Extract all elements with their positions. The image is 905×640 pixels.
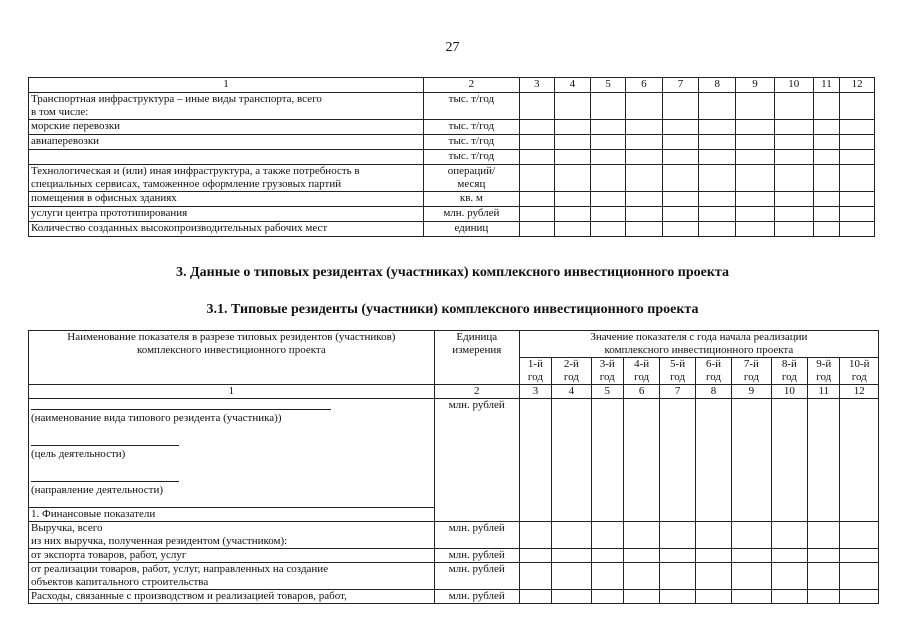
unit-cell: тыс. т/год — [423, 135, 519, 150]
table-row — [29, 120, 875, 135]
column-number: 6 — [623, 385, 659, 399]
column-number: 4 — [554, 78, 591, 93]
activity-goal-label: (цель деятельности) — [31, 448, 126, 460]
column-number: 10 — [771, 385, 807, 399]
value-cell — [695, 563, 731, 590]
unit-cell: млн. рублей — [434, 563, 519, 590]
value-cell — [519, 135, 554, 150]
value-cell — [732, 563, 771, 590]
activity-direction-label: (направление деятельности) — [31, 484, 164, 496]
value-cell — [623, 590, 659, 604]
value-cell — [660, 590, 695, 604]
resident-description-cell — [29, 399, 435, 508]
value-cell — [732, 522, 771, 549]
unit-cell: млн. рублей — [434, 590, 519, 604]
indicator-name: от реализации товаров, работ, услуг, направленных на создание объектов капитального строительства — [29, 563, 435, 590]
value-cell — [840, 150, 875, 165]
value-cell — [552, 590, 591, 604]
table-row — [29, 192, 875, 207]
value-cell — [736, 120, 775, 135]
value-cell — [552, 563, 591, 590]
value-cell — [840, 222, 875, 237]
value-cell — [695, 549, 731, 563]
value-cell — [813, 135, 840, 150]
year-header: 5-й год — [660, 358, 695, 385]
unit-header: Единица измерения — [434, 331, 519, 385]
value-cell — [840, 120, 875, 135]
value-cell — [662, 135, 699, 150]
value-cell — [699, 150, 736, 165]
indicator-name: Выручка, всего из них выручка, полученная резидентом (участником): — [29, 522, 435, 549]
value-cell — [813, 93, 840, 120]
value-cell — [695, 590, 731, 604]
value-cell — [552, 399, 591, 522]
value-cell — [813, 120, 840, 135]
value-cell — [699, 120, 736, 135]
value-cell — [662, 93, 699, 120]
unit-cell: млн. рублей — [434, 549, 519, 563]
value-cell — [774, 165, 813, 192]
value-cell — [623, 399, 659, 522]
unit-cell: тыс. т/год — [423, 93, 519, 120]
value-cell — [699, 135, 736, 150]
column-number: 5 — [591, 385, 623, 399]
fill-in-line — [31, 435, 179, 446]
indicator-name: авиаперевозки — [29, 135, 424, 150]
value-cell — [660, 522, 695, 549]
value-cell — [625, 192, 662, 207]
header-row — [29, 331, 879, 358]
value-cell — [519, 120, 554, 135]
value-cell — [519, 93, 554, 120]
value-cell — [840, 522, 879, 549]
value-cell — [660, 399, 695, 522]
value-header: Значение показателя с года начала реализации комплексного инвестиционного проекта — [519, 331, 878, 358]
unit-cell: млн. рублей — [434, 522, 519, 549]
value-cell — [736, 150, 775, 165]
table-row — [29, 207, 875, 222]
value-cell — [623, 549, 659, 563]
column-number: 7 — [660, 385, 695, 399]
value-cell — [591, 222, 626, 237]
section-3-1-heading: 3.1. Типовые резиденты (участники) комплексного инвестиционного проекта — [206, 302, 699, 317]
value-cell — [554, 222, 591, 237]
value-cell — [695, 522, 731, 549]
value-cell — [625, 222, 662, 237]
value-cell — [591, 120, 626, 135]
unit-cell: тыс. т/год — [423, 150, 519, 165]
value-cell — [623, 522, 659, 549]
column-number: 5 — [591, 78, 626, 93]
column-number: 3 — [519, 385, 551, 399]
column-number: 2 — [423, 78, 519, 93]
fill-in-line — [31, 471, 179, 482]
value-cell — [840, 590, 879, 604]
indicator-name — [29, 150, 424, 165]
value-cell — [625, 135, 662, 150]
year-header: 6-й год — [695, 358, 731, 385]
page-number: 27 — [445, 40, 460, 55]
column-number: 2 — [434, 385, 519, 399]
value-cell — [840, 135, 875, 150]
indicator-name: морские перевозки — [29, 120, 424, 135]
table-row — [29, 590, 879, 604]
column-number: 11 — [808, 385, 840, 399]
value-cell — [554, 192, 591, 207]
table-header-row — [29, 78, 875, 93]
table-row — [29, 165, 875, 192]
indicator-name: Транспортная инфраструктура – иные виды транспорта, всего в том числе: — [29, 93, 424, 120]
year-header: 3-й год — [591, 358, 623, 385]
value-cell — [736, 93, 775, 120]
unit-cell: млн. рублей — [423, 207, 519, 222]
value-cell — [554, 93, 591, 120]
table-row — [29, 150, 875, 165]
indicator-name: Технологическая и (или) иная инфраструктура, а также потребность в специальных сервисах, таможенное оформление грузовых партий — [29, 165, 424, 192]
value-cell — [625, 150, 662, 165]
value-cell — [662, 165, 699, 192]
column-number: 8 — [695, 385, 731, 399]
value-cell — [699, 93, 736, 120]
value-cell — [519, 150, 554, 165]
value-cell — [625, 207, 662, 222]
value-cell — [519, 522, 551, 549]
column-number: 8 — [699, 78, 736, 93]
value-cell — [699, 192, 736, 207]
spacer — [31, 461, 432, 471]
value-cell — [774, 135, 813, 150]
table-row — [29, 549, 879, 563]
value-cell — [623, 563, 659, 590]
unit-cell: кв. м — [423, 192, 519, 207]
value-cell — [591, 522, 623, 549]
value-cell — [732, 549, 771, 563]
column-number: 1 — [29, 78, 424, 93]
value-cell — [813, 207, 840, 222]
value-cell — [591, 165, 626, 192]
value-cell — [771, 522, 807, 549]
value-cell — [662, 222, 699, 237]
value-cell — [813, 192, 840, 207]
value-cell — [591, 192, 626, 207]
value-cell — [840, 549, 879, 563]
value-cell — [840, 399, 879, 522]
table-row — [29, 522, 879, 549]
value-cell — [519, 590, 551, 604]
value-cell — [662, 192, 699, 207]
value-cell — [625, 120, 662, 135]
value-cell — [662, 120, 699, 135]
value-cell — [771, 549, 807, 563]
value-cell — [554, 150, 591, 165]
financial-section-label: 1. Финансовые показатели — [29, 508, 435, 522]
value-cell — [774, 222, 813, 237]
value-cell — [840, 207, 875, 222]
value-cell — [840, 165, 875, 192]
value-cell — [771, 399, 807, 522]
column-number: 10 — [774, 78, 813, 93]
value-cell — [519, 563, 551, 590]
value-cell — [554, 135, 591, 150]
fill-in-line — [31, 399, 331, 410]
column-number: 3 — [519, 78, 554, 93]
value-cell — [591, 93, 626, 120]
indicator-name: Расходы, связанные с производством и реализацией товаров, работ, — [29, 590, 435, 604]
unit-cell: тыс. т/год — [423, 120, 519, 135]
spacer — [31, 425, 432, 435]
value-cell — [808, 399, 840, 522]
value-cell — [732, 590, 771, 604]
resident-name-label: (наименование вида типового резидента (участника)) — [31, 412, 282, 424]
year-header: 9-й год — [808, 358, 840, 385]
value-cell — [552, 522, 591, 549]
value-cell — [519, 207, 554, 222]
value-cell — [771, 590, 807, 604]
value-cell — [699, 222, 736, 237]
unit-cell: единиц — [423, 222, 519, 237]
value-cell — [736, 207, 775, 222]
value-cell — [736, 222, 775, 237]
value-cell — [774, 93, 813, 120]
indicator-name: помещения в офисных зданиях — [29, 192, 424, 207]
value-cell — [591, 399, 623, 522]
value-cell — [808, 563, 840, 590]
unit-cell: операций/ месяц — [423, 165, 519, 192]
value-cell — [736, 192, 775, 207]
value-cell — [774, 192, 813, 207]
value-cell — [552, 549, 591, 563]
value-cell — [519, 399, 551, 522]
column-number: 11 — [813, 78, 840, 93]
value-cell — [808, 522, 840, 549]
indicator-name: Количество созданных высокопроизводительных рабочих мест — [29, 222, 424, 237]
value-cell — [695, 399, 731, 522]
value-cell — [519, 192, 554, 207]
value-cell — [662, 207, 699, 222]
value-cell — [591, 590, 623, 604]
value-cell — [591, 563, 623, 590]
column-number: 7 — [662, 78, 699, 93]
value-cell — [840, 563, 879, 590]
infrastructure-table — [28, 77, 875, 237]
column-number: 12 — [840, 385, 879, 399]
value-cell — [736, 135, 775, 150]
value-cell — [808, 549, 840, 563]
year-header: 8-й год — [771, 358, 807, 385]
year-header: 7-й год — [732, 358, 771, 385]
value-cell — [591, 549, 623, 563]
value-cell — [813, 150, 840, 165]
value-cell — [813, 222, 840, 237]
indicator-name: от экспорта товаров, работ, услуг — [29, 549, 435, 563]
value-cell — [699, 207, 736, 222]
value-cell — [591, 135, 626, 150]
value-cell — [625, 165, 662, 192]
typical-residents-table — [28, 330, 879, 604]
value-cell — [625, 93, 662, 120]
column-number: 1 — [29, 385, 435, 399]
table-row — [29, 135, 875, 150]
table-row — [29, 563, 879, 590]
unit-cell: млн. рублей — [434, 399, 519, 522]
value-cell — [774, 150, 813, 165]
value-cell — [840, 93, 875, 120]
column-number: 6 — [625, 78, 662, 93]
value-cell — [519, 222, 554, 237]
value-cell — [732, 399, 771, 522]
value-cell — [774, 120, 813, 135]
value-cell — [660, 549, 695, 563]
indicator-header: Наименование показателя в разрезе типовых резидентов (участников) комплексного инвестиционного проекта — [29, 331, 435, 385]
value-cell — [591, 150, 626, 165]
resident-block-row — [29, 399, 879, 508]
table-row — [29, 222, 875, 237]
value-cell — [736, 165, 775, 192]
year-header: 1-й год — [519, 358, 551, 385]
column-number: 12 — [840, 78, 875, 93]
value-cell — [554, 120, 591, 135]
value-cell — [591, 207, 626, 222]
year-header: 10-й год — [840, 358, 879, 385]
value-cell — [519, 549, 551, 563]
value-cell — [699, 165, 736, 192]
value-cell — [774, 207, 813, 222]
year-header: 2-й год — [552, 358, 591, 385]
indicator-name: услуги центра прототипирования — [29, 207, 424, 222]
column-number: 9 — [736, 78, 775, 93]
value-cell — [554, 207, 591, 222]
value-cell — [808, 590, 840, 604]
spacer — [31, 497, 432, 507]
value-cell — [660, 563, 695, 590]
column-number: 4 — [552, 385, 591, 399]
value-cell — [554, 165, 591, 192]
column-number: 9 — [732, 385, 771, 399]
column-number-row — [29, 385, 879, 399]
year-header: 4-й год — [623, 358, 659, 385]
value-cell — [771, 563, 807, 590]
value-cell — [662, 150, 699, 165]
section-3-heading: 3. Данные о типовых резидентах (участниках) комплексного инвестиционного проекта — [176, 265, 729, 280]
value-cell — [840, 192, 875, 207]
table-row — [29, 93, 875, 120]
value-cell — [519, 165, 554, 192]
value-cell — [813, 165, 840, 192]
